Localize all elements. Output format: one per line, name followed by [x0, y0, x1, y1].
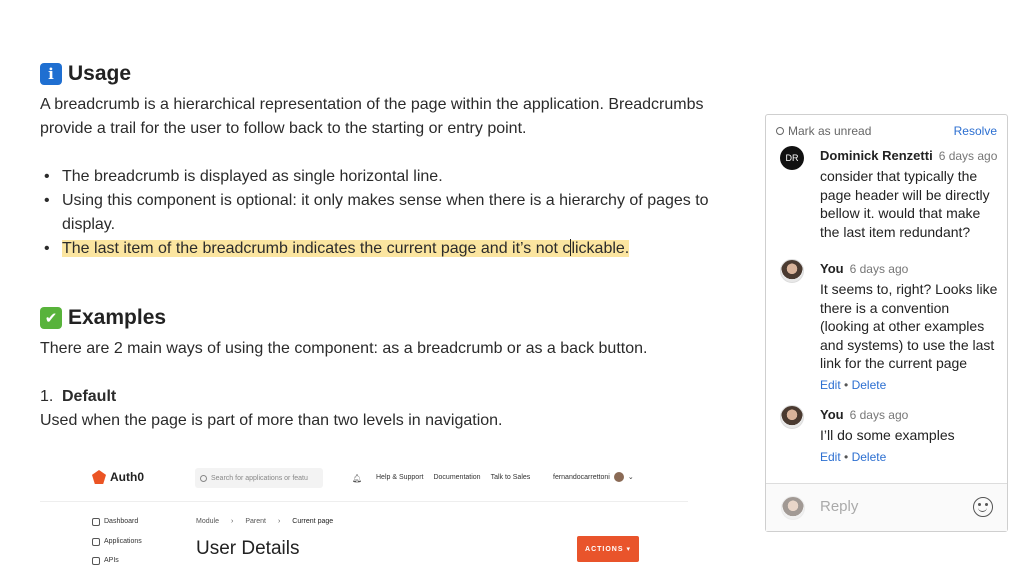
- example-item-default: [40, 385, 730, 409]
- comment-text: consider that typically the page header will be directly bellow it. would that make the last item redundant?: [820, 168, 990, 240]
- usage-intro: A breadcrumb is a hierarchical representation of the page within the application. Breadcrumbs provide a trail for the user to follow back to the starting or entry point.: [40, 96, 704, 137]
- comment-author: Dominick Renzetti 6 days ago: [820, 148, 998, 163]
- applications-icon: [92, 538, 100, 546]
- comment-actions: Edit • Delete: [820, 450, 887, 464]
- comment-time: 6 days ago: [849, 262, 909, 276]
- apis-icon: [92, 557, 100, 565]
- usage-bullet: • The breadcrumb is displayed as single horizontal line.: [40, 165, 730, 189]
- reply-input[interactable]: Reply: [820, 498, 859, 515]
- avatar: DR: [780, 146, 804, 170]
- preview-sidebar-item: Applications: [92, 538, 142, 558]
- avatar: [780, 405, 804, 429]
- search-icon: [200, 475, 207, 482]
- preview-sidebar-item: Dashboard: [92, 518, 142, 538]
- chevron-right-icon: ›: [277, 518, 281, 525]
- examples-heading-text: Examples: [68, 306, 167, 329]
- example-item-description: Used when the page is part of more than two levels in navigation.: [40, 412, 503, 429]
- comment-text: It seems to, right? Looks like there is a convention (looking at other examples and systems) to use the last link for the current page: [820, 281, 998, 371]
- comment-actions: Edit • Delete: [820, 378, 887, 392]
- check-icon: ✔: [40, 307, 62, 329]
- comment-text: I’ll do some examples: [820, 427, 955, 443]
- preview-actions-button: ACTIONS ▾: [577, 536, 639, 562]
- emoji-icon[interactable]: [973, 497, 993, 517]
- comment-panel: [765, 114, 1008, 532]
- edit-button[interactable]: Edit: [820, 378, 841, 392]
- preview-user-menu: fernandocarrettoni ⌄: [553, 473, 634, 481]
- comment-time: 6 days ago: [938, 149, 998, 163]
- example-item-number: 1.: [40, 388, 54, 405]
- preview-topnav: [376, 474, 530, 481]
- preview-nav-item: Help & Support: [376, 474, 424, 481]
- comment-time: 6 days ago: [849, 408, 909, 422]
- chevron-right-icon: ›: [230, 518, 234, 525]
- comment-author: You 6 days ago: [820, 261, 909, 276]
- resolve-button[interactable]: Resolve: [953, 124, 997, 138]
- usage-bullet-list: [40, 165, 730, 261]
- example-preview-image: [40, 460, 730, 576]
- preview-topbar: [40, 460, 688, 502]
- preview-page-title: User Details: [196, 538, 300, 559]
- preview-search-input: Search for applications or featu: [195, 468, 323, 488]
- unread-dot-icon: [776, 127, 784, 135]
- mark-unread-button[interactable]: Mark as unread: [776, 124, 871, 138]
- preview-nav-item: Documentation: [433, 474, 481, 481]
- avatar: [781, 496, 805, 520]
- usage-bullet: • Using this component is optional: it only makes sense when there is a hierarchy of pages to display.: [40, 189, 730, 237]
- reply-box: [766, 483, 1007, 531]
- document-body: [40, 60, 730, 433]
- chevron-down-icon: ⌄: [627, 474, 634, 481]
- preview-sidebar: [92, 518, 142, 576]
- examples-heading: [40, 304, 730, 332]
- preview-breadcrumb: Module › Parent › Current page: [196, 518, 334, 525]
- preview-sidebar-item: APIs: [92, 557, 142, 576]
- delete-button[interactable]: Delete: [851, 378, 887, 392]
- examples-intro: There are 2 main ways of using the component: as a breadcrumb or as a back button.: [40, 340, 648, 357]
- edit-button[interactable]: Edit: [820, 450, 841, 464]
- dashboard-icon: [92, 518, 100, 526]
- example-item-title: Default: [62, 388, 117, 405]
- preview-nav-item: Talk to Sales: [490, 474, 531, 481]
- avatar: [780, 259, 804, 283]
- preview-logo: Auth0: [92, 470, 144, 484]
- info-icon: i: [40, 63, 62, 85]
- delete-button[interactable]: Delete: [851, 450, 887, 464]
- comment-panel-header: [766, 115, 1007, 143]
- usage-heading-text: Usage: [68, 62, 132, 85]
- usage-bullet-highlighted[interactable]: [40, 237, 730, 261]
- highlighted-text[interactable]: The last item of the breadcrumb indicates the current page and it’s not clickable.: [62, 240, 630, 257]
- usage-heading: [40, 60, 730, 88]
- comment-author: You 6 days ago: [820, 407, 909, 422]
- bell-icon: 🔔︎: [352, 474, 363, 483]
- avatar: [614, 472, 624, 482]
- auth0-shield-icon: [92, 470, 106, 484]
